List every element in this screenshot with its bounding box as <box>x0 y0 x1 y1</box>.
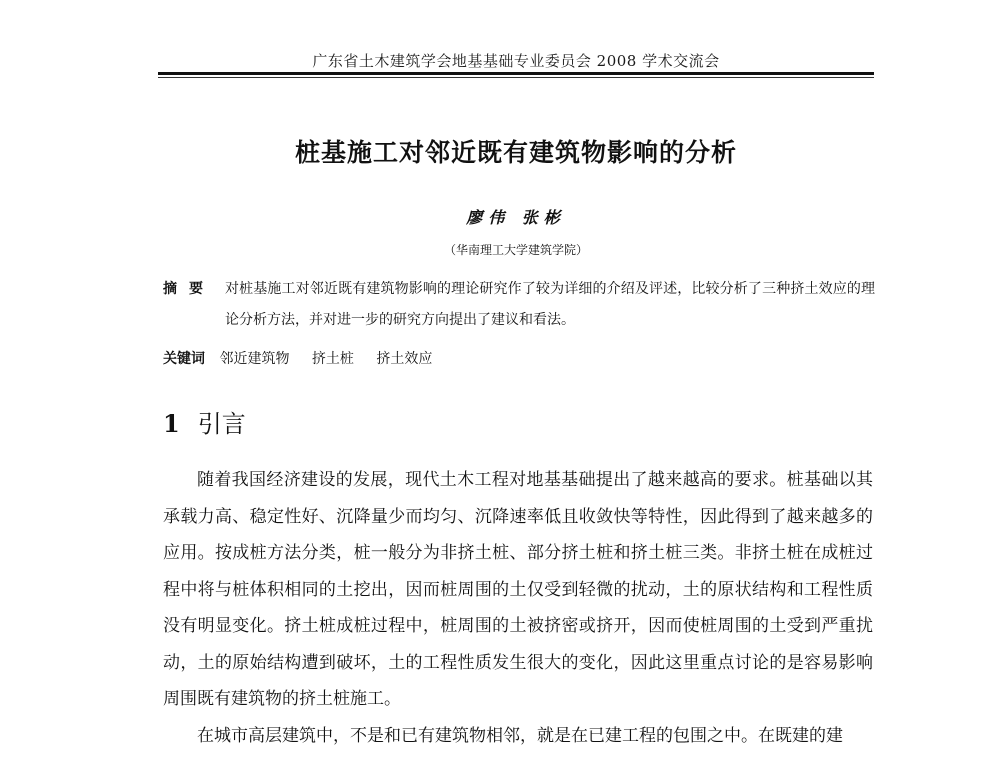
keywords <box>163 348 875 368</box>
keyword-item: 挤土效应 <box>376 351 433 367</box>
paper-title: 桩基施工对邻近既有建筑物影响的分析 <box>294 138 737 167</box>
section-number: 1 <box>163 409 180 438</box>
keyword-item: 邻近建筑物 <box>219 351 290 367</box>
paper-affiliation: （华南理工大学建筑学院） <box>443 243 588 257</box>
abstract <box>163 274 875 336</box>
abstract-label: 摘要 <box>163 281 215 297</box>
section-heading <box>163 404 246 439</box>
keywords-label: 关键词 <box>163 351 205 367</box>
body-paragraph: 随着我国经济建设的发展，现代土木工程对地基基础提出了越来越高的要求。桩基础以其承载力高、稳定性好、沉降量少而均匀、沉降速率低且收敛快等特性，因此得到了越来越多的应用。按成桩方法分类，桩一般分为非挤土桩、部分挤土桩和挤土桩三类。非挤土桩在成桩过程中将与桩体积相同的土挖出，因而桩周围的土仅受到轻微的扰动，土的原状结构和工程性质没有明显变化。挤土桩成桩过程中，桩周围的土被挤密或挤开，因而使桩周围的土受到严重扰动，土的原始结构遭到破坏，土的工程性质发生很大的变化，因此这里重点讨论的是容易影响周围既有建筑物的挤土桩施工。 <box>163 470 873 709</box>
abstract-text: 对桩基施工对邻近既有建筑物影响的理论研究作了较为详细的介绍及评述，比较分析了三种挤土效应的理论分析方法，并对进一步的研究方向提出了建议和看法。 <box>225 281 875 328</box>
body-paragraph: 在城市高层建筑中，不是和已有建筑物相邻，就是在已建工程的包围之中。在既建的建 <box>197 725 843 746</box>
keyword-item: 挤土桩 <box>311 351 354 367</box>
body-text <box>163 462 873 754</box>
paper-authors: 廖伟 张彬 <box>466 208 566 227</box>
running-header: 广东省土木建筑学会地基基础专业委员会 2008 学术交流会 <box>312 52 720 70</box>
header-rule-thin <box>158 77 874 78</box>
header-rule <box>158 72 874 75</box>
section-title: 引言 <box>197 410 246 438</box>
